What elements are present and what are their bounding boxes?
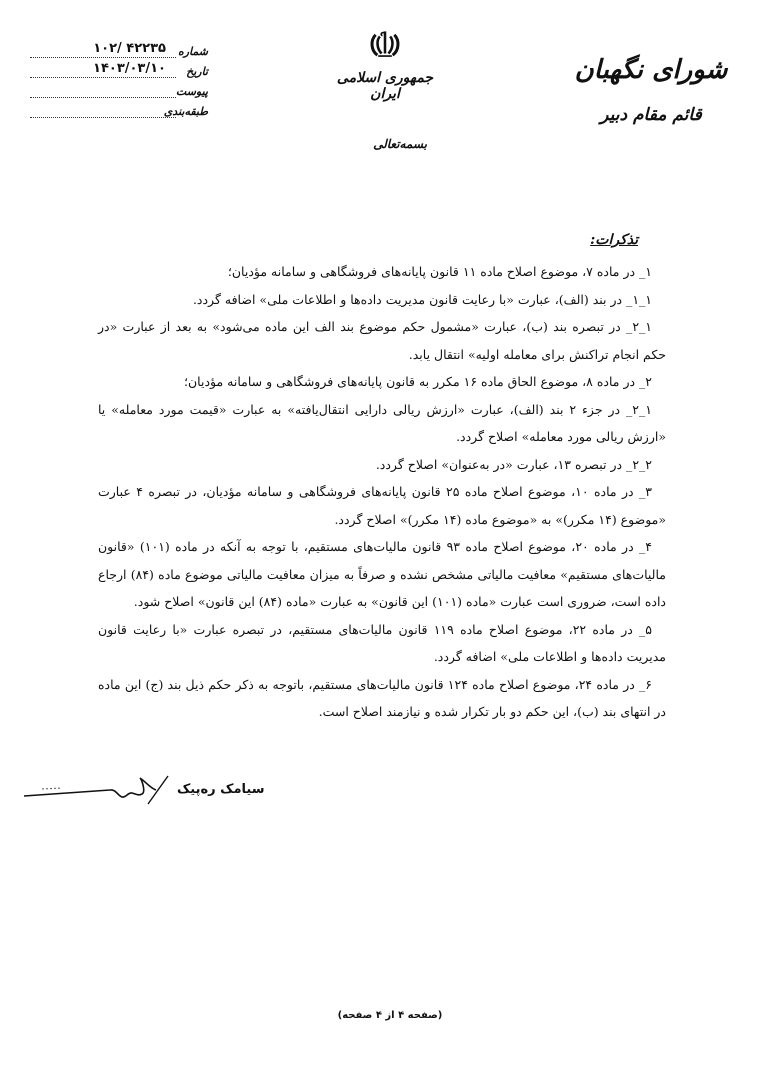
iran-emblem-icon [368, 28, 402, 62]
meta-line-number [30, 43, 176, 58]
organization-block [556, 55, 746, 125]
letter-number: ۱۰۲/ ۴۲۲۳۵ [93, 41, 166, 56]
note-paragraph: ۱_۱_ در بند (الف)، عبارت «با رعایت قانون مدیریت داده‌ها و اطلاعات ملی» اضافه گردد. [192, 291, 652, 307]
letter-meta [28, 38, 208, 118]
organization-name: شورای نگهبان [574, 55, 728, 85]
notes-body [98, 258, 666, 726]
meta-label-attachment: پیوست [175, 85, 208, 98]
meta-row-number [28, 38, 208, 58]
meta-line-attachment [30, 83, 176, 98]
signature-block [22, 770, 322, 820]
meta-label-number: شماره [177, 45, 208, 58]
signer-name: سیامک ره‌پیک [177, 782, 265, 797]
page-number: (صفحه ۴ از ۴ صفحه) [337, 1010, 443, 1021]
meta-label-classification: طبقه‌بندی [163, 105, 208, 118]
note-paragraph: ۱_ در ماده ۷، موضوع اصلاح ماده ۱۱ قانون پایانه‌های فروشگاهی و سامانه مؤدیان؛ [227, 264, 652, 279]
note-paragraph: ۱_۲_ در تبصره بند (ب)، عبارت «مشمول حکم موضوع بند الف این ماده می‌شود» به بعد از عبارت «در حکم انجام تراکنش برای معامله اولیه» انتقال یابد. [98, 319, 666, 362]
note-paragraph: ۲_۲_ در تبصره ۱۳، عبارت «در به‌عنوان» اصلاح گردد. [375, 456, 652, 472]
emblem-block [330, 28, 440, 102]
note-paragraph: ۱_۲_ در جزء ۲ بند (الف)، عبارت «ارزش ریالی دارایی انتقال‌یافته» به عبارت «قیمت مورد معامله» یا «ارزش ریالی مورد معامله» اصلاح گردد. [98, 401, 666, 444]
meta-line-date [30, 63, 176, 78]
meta-line-classification [30, 103, 176, 118]
meta-label-date: تاریخ [186, 65, 208, 78]
republic-title: جمهوری اسلامی ایران [336, 70, 434, 102]
notes-title: تذکرات: [590, 232, 638, 248]
letter-date: ۱۴۰۳/۰۳/۱۰ [93, 61, 166, 76]
handwritten-signature-icon [22, 770, 182, 820]
meta-row-attachment [28, 78, 208, 98]
note-paragraph: ۴_ در ماده ۲۰، موضوع اصلاح ماده ۹۳ قانون مالیات‌های مستقیم، با توجه به آنکه در ماده (۱۰۱) «قانون مالیات‌های مستقیم» معافیت مالیاتی مشخص نشده و صرفاً به میزان معافیت مالیاتی موضوع ماده (۸۴) ارجاع داده است، ضروری است عبارت «ماده (۱۰۱) این قانون» به عبارت «ماده (۸۴) این قانون» اصلاح شود. [98, 539, 666, 609]
note-paragraph: ۳_ در ماده ۱۰، موضوع اصلاح ماده ۲۵ قانون پایانه‌های فروشگاهی و سامانه مؤدیان، در تبصره ۴ عبارت «موضوع (۱۴ مکرر)» به «موضوع ماده (۱۴ مکرر)» اصلاح گردد. [98, 484, 666, 527]
note-paragraph: ۶_ در ماده ۲۴، موضوع اصلاح ماده ۱۲۴ قانون مالیات‌های مستقیم، باتوجه به ذکر حکم ذیل بند (ج) این ماده در انتهای بند (ب)، این حکم دو بار تکرار شده و نیازمند اصلاح است. [98, 676, 666, 719]
note-paragraph: ۲_ در ماده ۸، موضوع الحاق ماده ۱۶ مکرر به قانون پایانه‌های فروشگاهی و سامانه مؤدیان؛ [184, 374, 652, 389]
bismillah: بسمه‌تعالی [373, 137, 427, 151]
note-paragraph: ۵_ در ماده ۲۲، موضوع اصلاح ماده ۱۱۹ قانون مالیات‌های مستقیم، در تبصره عبارت «با رعایت قانون مدیریت داده‌ها و اطلاعات ملی» اضافه گردد. [98, 621, 666, 664]
meta-row-date [28, 58, 208, 78]
organization-position: قائم مقام دبیر [600, 105, 702, 125]
meta-row-classification [28, 98, 208, 118]
